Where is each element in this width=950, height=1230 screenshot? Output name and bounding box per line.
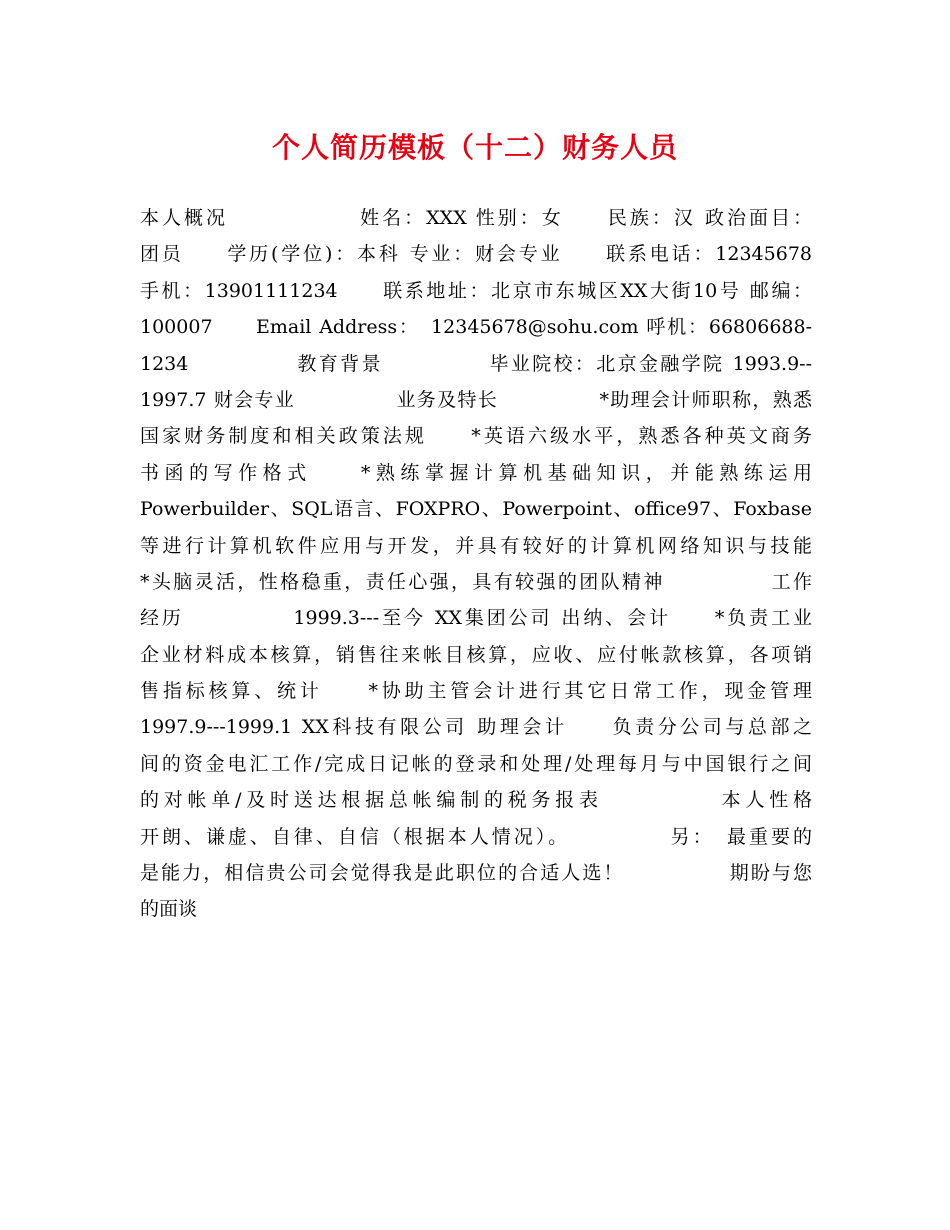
body-line: 开朗、谦虚、自律、自信（根据本人情况）。 另： 最重要的 xyxy=(140,825,812,848)
body-line: 的面谈 xyxy=(140,898,198,921)
body-line: 售指标核算、统计 *协助主管会计进行其它日常工作，现金管理 xyxy=(140,680,812,703)
body-line: 100007 Email Address： 12345678@sohu.com 呼机：66806688- xyxy=(140,316,812,339)
body-line: 企业材料成本核算，销售往来帐目核算，应收、应付帐款核算，各项销 xyxy=(140,643,812,666)
body-line: 手机：13901111234 联系地址：北京市东城区XX大街10号 邮编： xyxy=(140,279,812,302)
body-line: Powerbuilder、SQL语言、FOXPRO、Powerpoint、office97、Foxbase xyxy=(140,498,812,521)
body-line: 1997.9---1999.1 XX科技有限公司 助理会计 负责分公司与总部之 xyxy=(140,716,812,739)
body-line: 经历 1999.3---至今 XX集团公司 出纳、会计 *负责工业 xyxy=(140,607,812,630)
body-line: 团员 学历(学位)：本科 专业：财会专业 联系电话：12345678 xyxy=(140,243,812,266)
body-line: 1997.7 财会专业 业务及特长 *助理会计师职称，熟悉 xyxy=(140,388,812,411)
body-line: 书函的写作格式 *熟练掌握计算机基础知识，并能熟练运用 xyxy=(140,461,812,484)
document-title: 个人简历模板（十二）财务人员 xyxy=(271,131,678,164)
body-line: 等进行计算机软件应用与开发，并具有较好的计算机网络知识与技能 xyxy=(140,534,812,557)
body-line: 国家财务制度和相关政策法规 *英语六级水平，熟悉各种英文商务 xyxy=(140,425,812,448)
body-line: 1234 教育背景 毕业院校：北京金融学院 1993.9-- xyxy=(140,352,812,375)
resume-body xyxy=(140,200,812,928)
body-line: *头脑灵活，性格稳重，责任心强，具有较强的团队精神 工作 xyxy=(140,570,812,593)
body-line: 本人概况 姓名：XXX 性别：女 民族：汉 政治面目： xyxy=(140,207,812,229)
body-line: 的对帐单/及时送达根据总帐编制的税务报表 本人性格 xyxy=(140,789,812,812)
body-line: 是能力，相信贵公司会觉得我是此职位的合适人选！ 期盼与您 xyxy=(140,862,812,885)
body-line: 间的资金电汇工作/完成日记帐的登录和处理/处理每月与中国银行之间 xyxy=(140,752,812,775)
